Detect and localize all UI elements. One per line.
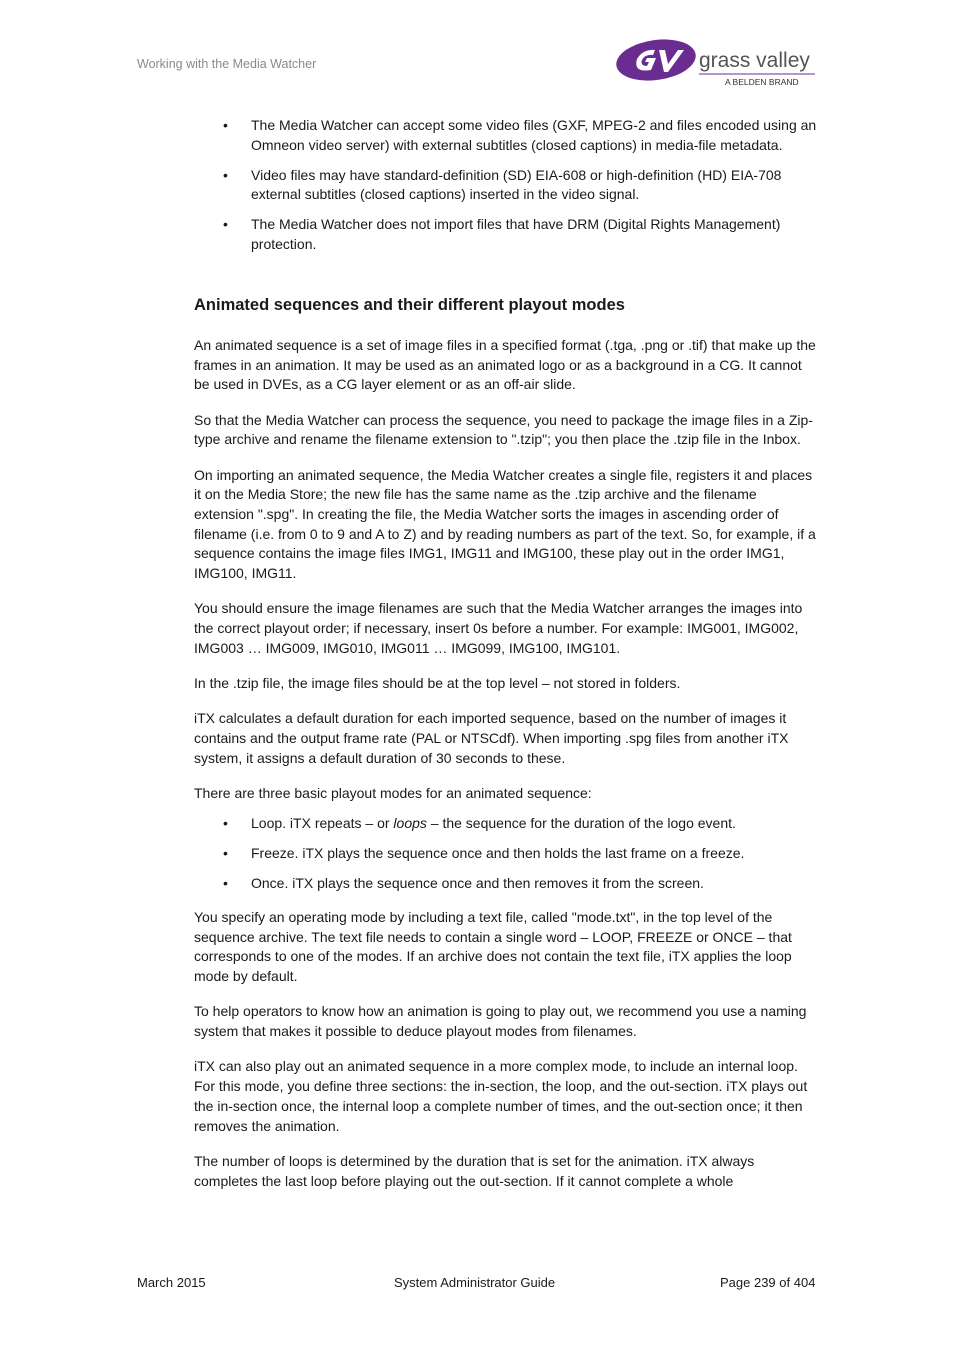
paragraph: iTX calculates a default duration for each imported sequence, based on the number of images it contains and the output frame rate (PAL or NTSCdf). When importing .spg files from another iTX system, it assigns a default duration of 30 seconds to these.: [194, 710, 789, 766]
running-header: Working with the Media Watcher: [137, 57, 317, 71]
section-heading: Animated sequences and their different playout modes: [194, 295, 625, 314]
footer-date: March 2015: [137, 1275, 206, 1290]
footer-page-number: Page 239 of 404: [720, 1275, 816, 1290]
bullet-icon: •: [223, 875, 228, 892]
page-content: [194, 116, 820, 1207]
list-item: • The Media Watcher does not import files that have DRM (Digital Rights Management) protection.: [223, 216, 781, 253]
paragraph: iTX can also play out an animated sequence in a more complex mode, to include an internal loop. For this mode, you define three sections: the in-section, the loop, and the out-section. iTX plays out the in-section once, the internal loop a complete number of times, and the out-section once; it then removes the animation.: [194, 1058, 808, 1134]
grass-valley-logo: [615, 37, 820, 89]
logo-tagline: A BELDEN BRAND: [725, 77, 799, 87]
bullet-icon: •: [223, 216, 228, 233]
bullet-icon: •: [223, 815, 228, 832]
paragraph: In the .tzip file, the image files should be at the top level – not stored in folders.: [194, 675, 681, 692]
bullet-icon: •: [223, 166, 228, 183]
paragraph: You should ensure the image filenames are such that the Media Watcher arranges the images into the correct playout order; if necessary, insert 0s before a number. For example: IMG001, IMG002, IMG003 … IMG009, IMG010, IMG011 … IMG099, IMG100, IMG101.: [194, 600, 803, 656]
playout-modes-list: [194, 814, 820, 894]
list-item-once: • Once. iTX plays the sequence once and then removes it from the screen.: [194, 874, 820, 894]
footer-doc-title: System Administrator Guide: [394, 1275, 556, 1290]
paragraph: The number of loops is determined by the duration that is set for the animation. iTX always completes the last loop before playing out the out-section. If it cannot complete a whole: [194, 1152, 755, 1189]
bullet-icon: •: [223, 845, 228, 862]
paragraph: An animated sequence is a set of image files in a specified format (.tga, .png or .tif) that make up the frames in an animation. It may be used as an animated logo or as a background in a CG. It cannot be used in DVEs, as a CG layer element or as an off-air slide.: [194, 336, 816, 393]
paragraph: You specify an operating mode by including a text file, called "mode.txt", in the top level of the sequence archive. The text file needs to contain a single word – LOOP, FREEZE or ONCE – that corresponds to one of the modes. If an archive does not contain the text file, iTX applies the loop mode by default.: [194, 909, 792, 985]
logo-wordmark: grass valley: [699, 49, 810, 72]
paragraph: There are three basic playout modes for an animated sequence:: [194, 785, 592, 802]
bullet-icon: •: [223, 117, 228, 133]
paragraph: To help operators to know how an animation is going to play out, we recommend you use a naming system that makes it possible to deduce playout modes from filenames.: [194, 1003, 807, 1040]
list-item: • Video files may have standard-definition (SD) EIA-608 or high-definition (HD) EIA-708 external subtitles (closed captions) inserted in the video signal.: [223, 166, 782, 203]
paragraph: On importing an animated sequence, the Media Watcher creates a single file, registers it and places it on the Media Store; the new file has the same name as the .tzip archive and the filename extension ".spg". In creating the file, the Media Watcher sorts the images in ascending order of filename (i.e. from 0 to 9 and A to Z) and by reading numbers as part of the text. So, for example, if a sequence contains the image files IMG1, IMG11 and IMG100, these play out in the order IMG1, IMG100, IMG11.: [194, 466, 816, 582]
paragraph: So that the Media Watcher can process the sequence, you need to package the image files in a Zip-type archive and rename the filename extension to ".tzip"; you then place the .tzip file in the Inbox.: [194, 411, 813, 448]
list-item-freeze: • Freeze. iTX plays the sequence once and then holds the last frame on a freeze.: [194, 844, 820, 864]
list-item: • The Media Watcher can accept some video files (GXF, MPEG-2 and files encoded using an Omneon video server) with external subtitles (closed captions) in media-file metadata.: [223, 117, 817, 153]
intro-bullet-list: [194, 116, 820, 255]
list-item-loop: • Loop. iTX repeats – or loops – the sequence for the duration of the logo event.: [194, 814, 820, 834]
